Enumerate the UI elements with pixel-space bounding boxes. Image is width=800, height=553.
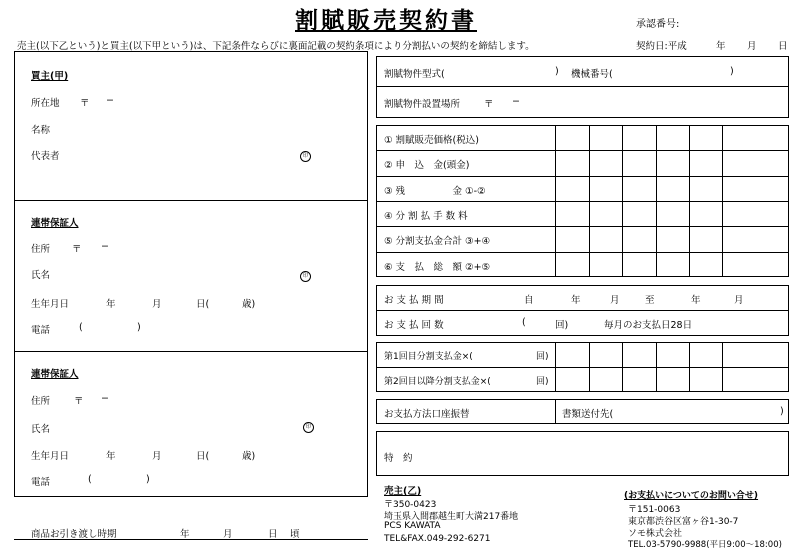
delivery-year: 年 <box>180 529 190 540</box>
parties-panel <box>14 51 368 497</box>
birth-day: 日( <box>196 299 210 310</box>
seller-address: 埼玉県入間郡越生町大満217番地 <box>384 512 519 522</box>
approval-number-label: 承認番号: <box>636 19 680 30</box>
contract-date-month: 月 <box>747 41 757 52</box>
postal-mark: 〒 <box>80 98 90 109</box>
guarantor2-phone-label: 電話 <box>31 477 51 488</box>
divider <box>14 351 368 352</box>
birth-age: 歳) <box>242 451 256 462</box>
period-label: お 支 払 期 間 <box>384 295 444 306</box>
divider <box>376 310 789 311</box>
second-installment-label: 第2回目以降分割支払金×( <box>384 377 491 387</box>
divider <box>376 176 789 177</box>
birth-month: 月 <box>152 299 162 310</box>
birth-year: 年 <box>106 299 116 310</box>
divider <box>376 201 789 202</box>
first-installment-label: 第1回目分割支払金×( <box>384 352 473 362</box>
contract-date-day: 日 <box>778 41 788 52</box>
period-year2: 年 <box>691 295 701 306</box>
buyer-rep-label: 代表者 <box>31 151 60 162</box>
postal-dash: − <box>101 393 109 404</box>
divider <box>376 226 789 227</box>
count-paren-open: ( <box>522 317 526 328</box>
delivery-label: 商品お引き渡し時期 <box>31 529 117 540</box>
installment-grid <box>589 342 789 392</box>
special-terms-box <box>376 431 789 476</box>
seller-postal: 〒350-0423 <box>384 500 437 510</box>
postal-mark: 〒 <box>484 99 494 110</box>
seal-mark: 印 <box>303 422 314 433</box>
first-installment-kai: 回) <box>536 352 549 362</box>
birth-year: 年 <box>106 451 116 462</box>
period-month1: 月 <box>610 295 620 306</box>
phone-paren-open: ( <box>79 322 83 333</box>
postal-dash: − <box>512 96 520 107</box>
guarantor1-name-label: 氏名 <box>31 270 51 281</box>
delivery-approx: 頃 <box>290 529 300 540</box>
inquiry-tel: TEL.03-5790-9988(平日9:00〜18:00) <box>628 540 782 550</box>
period-month2: 月 <box>734 295 744 306</box>
inquiry-address: 東京都渋谷区富ヶ谷1-30-7 <box>628 517 739 527</box>
divider <box>376 86 789 87</box>
guarantor2-name-label: 氏名 <box>31 424 51 435</box>
postal-mark: 〒 <box>74 396 84 407</box>
price-row-label: ① 割賦販売価格(税込) <box>384 135 479 146</box>
serial-label: 機械番号( <box>571 69 613 80</box>
period-from: 自 <box>524 295 534 306</box>
guarantor2-address-label: 住所 <box>31 396 51 407</box>
inquiry-heading: (お支払いについてのお問い合せ) <box>624 491 759 501</box>
birth-month: 月 <box>152 451 162 462</box>
divider <box>376 252 789 253</box>
delivery-underline <box>14 539 368 540</box>
count-label: お 支 払 回 数 <box>384 320 444 331</box>
seller-heading: 売主(乙) <box>384 486 422 497</box>
count-kai: 回) <box>555 320 569 331</box>
location-label: 割賦物件設置場所 <box>384 99 461 110</box>
seller-company: PCS KAWATA <box>384 521 441 531</box>
postal-mark: 〒 <box>72 244 82 255</box>
divider <box>14 200 368 201</box>
guarantor1-address-label: 住所 <box>31 244 51 255</box>
document-destination-close: ) <box>780 406 784 417</box>
phone-paren-open: ( <box>88 474 92 485</box>
document-destination-label: 書類送付先( <box>562 409 614 420</box>
guarantor1-phone-label: 電話 <box>31 325 51 336</box>
buyer-heading: 買主(甲) <box>31 71 69 82</box>
model-close: ) <box>555 66 559 77</box>
payment-method-label: お支払方法口座振替 <box>384 409 470 420</box>
postal-dash: − <box>106 95 114 106</box>
document-title: 割賦販売契約書 <box>295 7 477 34</box>
seller-tel: TEL&FAX.049-292-6271 <box>384 534 491 544</box>
period-to: 至 <box>645 295 655 306</box>
divider <box>555 399 556 424</box>
price-row-label: ⑥ 支 払 総 額 ②+⑤ <box>384 261 491 273</box>
inquiry-company: ソモ株式会社 <box>628 529 683 539</box>
phone-paren-close: ) <box>146 474 150 485</box>
monthly-payment-day: 毎月のお支払日28日 <box>604 320 693 331</box>
guarantor2-birth-label: 生年月日 <box>31 451 70 462</box>
price-row-label: ④ 分 割 払 手 数 料 <box>384 211 468 222</box>
guarantor2-heading: 連帯保証人 <box>31 369 79 380</box>
contract-date-label: 契約日:平成 <box>636 41 687 52</box>
delivery-month: 月 <box>223 529 233 540</box>
special-terms-label: 特 約 <box>384 453 413 464</box>
divider <box>555 342 556 392</box>
birth-age: 歳) <box>242 299 256 310</box>
guarantor1-birth-label: 生年月日 <box>31 299 70 310</box>
inquiry-postal: 〒151-0063 <box>628 505 681 515</box>
contract-date-year: 年 <box>716 41 726 52</box>
guarantor1-heading: 連帯保証人 <box>31 218 79 229</box>
birth-day: 日( <box>196 451 210 462</box>
price-row-label: ③ 残 金 ①-② <box>384 185 486 197</box>
postal-dash: − <box>101 241 109 252</box>
seal-mark: 印 <box>300 151 311 162</box>
second-installment-kai: 回) <box>536 377 549 387</box>
price-row-label: ⑤ 分割支払金合計 ③+④ <box>384 236 491 248</box>
intro-text: 売主(以下乙という)と買主(以下甲という)は、下記条件ならびに裏面記載の契約条項により分割払いの契約を締結します。 <box>17 41 535 52</box>
buyer-name-label: 名称 <box>31 125 51 136</box>
delivery-day: 日 <box>268 529 278 540</box>
period-year1: 年 <box>571 295 581 306</box>
seal-mark: 印 <box>300 271 311 282</box>
divider <box>376 150 789 151</box>
serial-close: ) <box>730 66 734 77</box>
buyer-address-label: 所在地 <box>31 98 60 109</box>
phone-paren-close: ) <box>137 322 141 333</box>
price-row-label: ② 申 込 金(頭金) <box>384 160 470 172</box>
model-label: 割賦物件型式( <box>384 69 445 80</box>
